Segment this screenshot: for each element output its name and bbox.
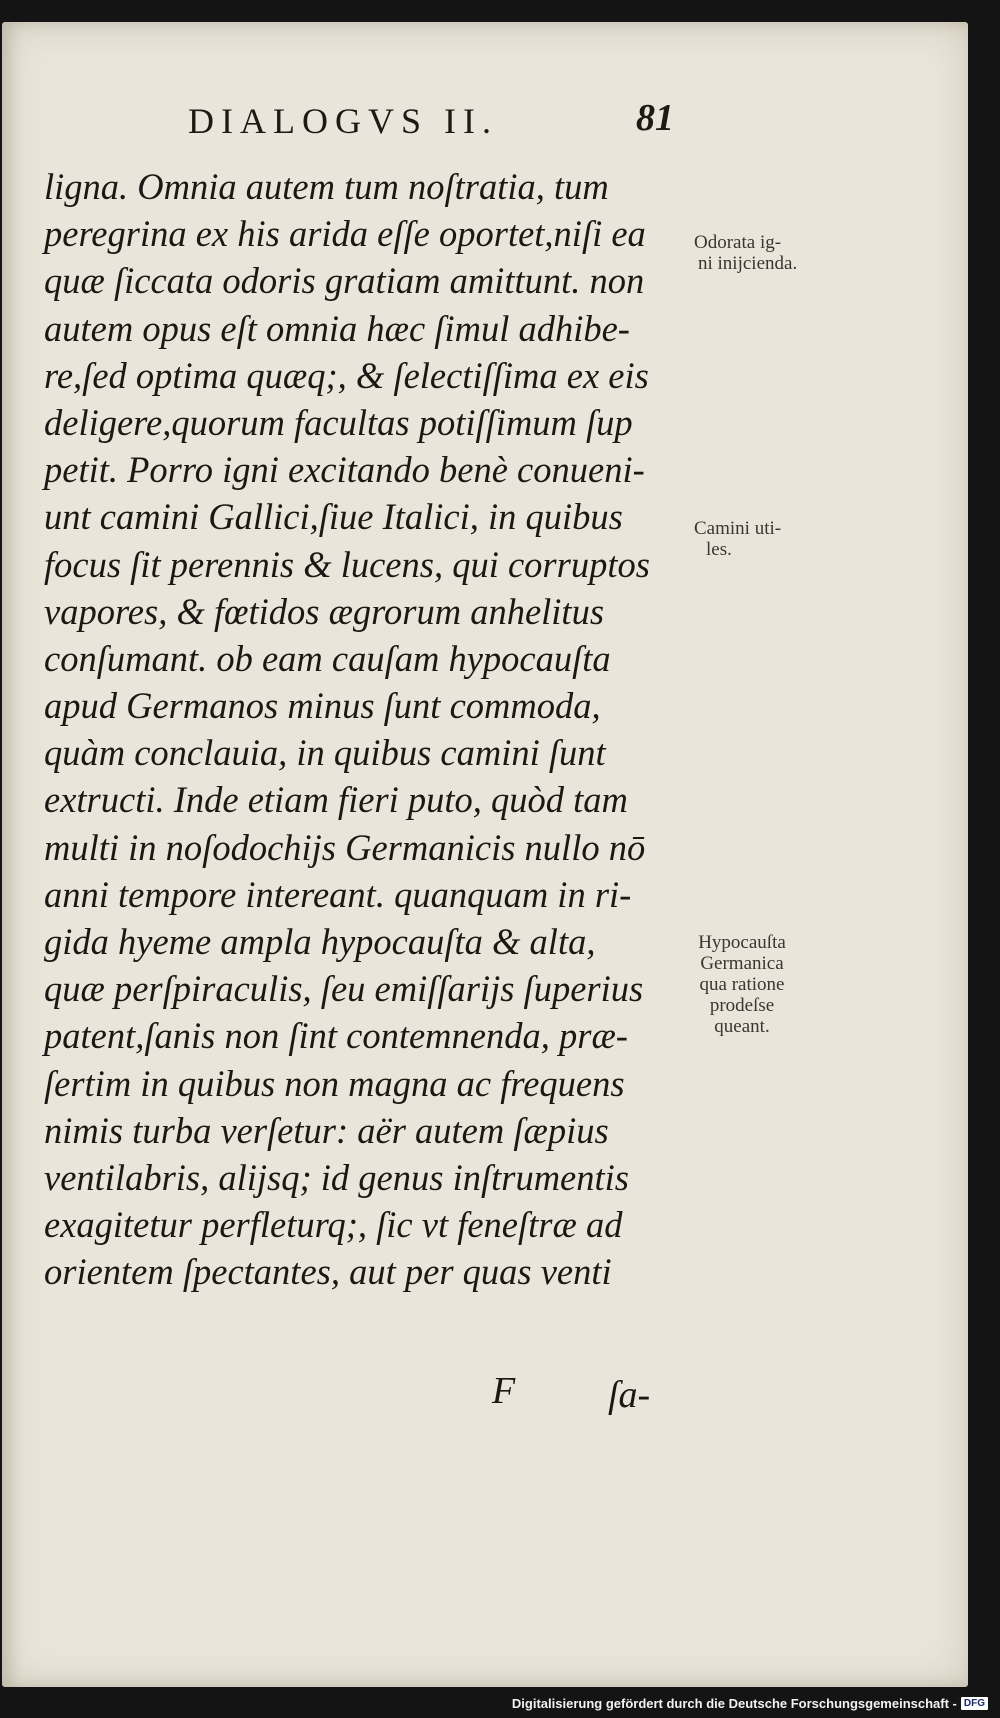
- margin-note-hypocausta: [680, 932, 804, 1037]
- text-line: vapores, & fœtidos ægrorum anhelitus: [44, 590, 605, 632]
- margin-note-line: prodeſse: [709, 995, 775, 1016]
- margin-note-odorata: [694, 232, 797, 274]
- margin-note-line: Camini uti-: [694, 518, 782, 539]
- text-line: quæ perſpiraculis, ſeu emiſſarijs ſuperius: [44, 968, 644, 1010]
- margin-note-camini: [694, 518, 781, 560]
- text-line: focus ſit perennis & lucens, qui corruptos: [44, 543, 650, 585]
- digitization-footer: [512, 1696, 988, 1711]
- text-line: anni tempore intereant. quanquam in ri-: [44, 873, 632, 915]
- catchword: ſa-: [608, 1374, 651, 1416]
- margin-note-line: Germanica: [700, 953, 784, 974]
- footer-text: Digitalisierung gefördert durch die Deutsche Forschungsgemeinschaft -: [511, 1696, 957, 1711]
- text-line: gida hyeme ampla hypocauſta & alta,: [44, 921, 596, 962]
- text-line: re,ſed optima quæq;, & ſelectiſſima ex eis: [44, 354, 649, 396]
- text-line: exagitetur perfleturq;, ſic vt feneſtræ ad: [44, 1204, 623, 1246]
- dfg-logo: DFG: [961, 1697, 988, 1710]
- text-line: extructi. Inde etiam fieri puto, quòd tam: [44, 779, 628, 821]
- text-line: nimis turba verſetur: aër autem ſæpius: [44, 1109, 609, 1151]
- text-line: ſertim in quibus non magna ac frequens: [44, 1062, 625, 1104]
- text-line: ventilabris, alijsq; id genus inſtrumentis: [44, 1156, 629, 1198]
- margin-note-line: Hypocauſta: [698, 932, 786, 953]
- text-line: ligna. Omnia autem tum noſtratia, tum: [44, 166, 609, 207]
- signature-mark: F: [492, 1370, 516, 1412]
- text-line: multi in noſodochijs Germanicis nullo nō: [44, 826, 646, 868]
- text-line: orientem ſpectantes, aut per quas venti: [44, 1251, 612, 1293]
- text-line: peregrina ex his arida eſſe oportet,niſi ea: [44, 213, 646, 255]
- body-text: [44, 163, 684, 1296]
- margin-note-line: ni inijcienda.: [698, 253, 798, 274]
- text-line: quæ ſiccata odoris gratiam amittunt. non: [44, 260, 645, 302]
- text-line: deligere,quorum facultas potiſſimum ſup: [44, 401, 633, 443]
- margin-note-line: Odorata ig-: [694, 232, 782, 253]
- text-line: apud Germanos minus ſunt commoda,: [44, 685, 601, 727]
- text-line: patent,ſanis non ſint contemnenda, præ-: [44, 1015, 628, 1057]
- text-line: conſumant. ob eam cauſam hypocauſta: [44, 637, 611, 679]
- text-line: petit. Porro igni excitando benè conueni-: [44, 449, 645, 491]
- margin-note-line: qua ratione: [699, 974, 785, 995]
- text-line: unt camini Gallici,ſiue Italici, in quibus: [44, 496, 623, 538]
- page-number: 81: [636, 97, 674, 139]
- text-line: autem opus eſt omnia hæc ſimul adhibe-: [44, 307, 630, 349]
- running-head: DIALOGVS II.: [188, 101, 498, 141]
- margin-note-line: les.: [706, 539, 732, 560]
- text-line: quàm conclauia, in quibus camini ſunt: [44, 732, 606, 774]
- margin-note-line: queant.: [714, 1016, 770, 1037]
